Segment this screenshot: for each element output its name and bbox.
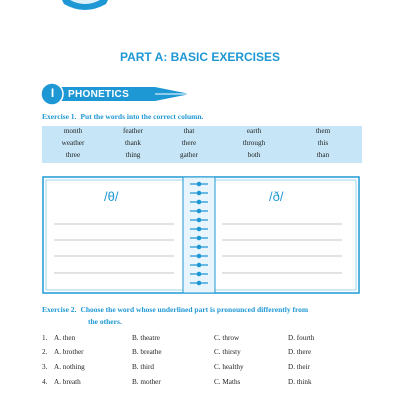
choice-a: A. nothing <box>54 363 85 371</box>
choice-a: A. breath <box>54 378 81 386</box>
table-word: that <box>183 127 195 135</box>
exercise2-title <box>42 305 362 314</box>
word-table <box>42 126 362 163</box>
section-label: PHONETICS <box>68 89 130 100</box>
choice-d: D. their <box>288 363 310 371</box>
section-number: I <box>50 86 55 100</box>
exercise1-label: Exercise 1. <box>42 112 77 121</box>
exercise1-title <box>42 112 203 121</box>
choice-c: C. throw <box>214 334 240 342</box>
choice-c: C. healthy <box>214 363 244 371</box>
table-word: thing <box>125 151 141 159</box>
left-column-symbol: /θ/ <box>104 189 119 204</box>
choice-c: C. thirsty <box>214 348 241 356</box>
choice-a: A. brother <box>54 348 84 356</box>
exercise2-instruction-line1: Choose the word whose underlined part is pronounced differently from <box>80 305 309 314</box>
table-word: this <box>317 139 329 147</box>
item-number: 2. <box>42 348 48 356</box>
table-word: them <box>315 127 331 135</box>
choice-d: D. there <box>288 348 312 356</box>
exercise2-instruction-line2: the others. <box>88 317 122 326</box>
exercise2-items <box>42 334 372 394</box>
table-word: through <box>242 139 266 147</box>
item-number: 1. <box>42 334 48 342</box>
choice-b: B. breathe <box>132 348 162 356</box>
table-word: month <box>63 127 83 135</box>
item-number: 3. <box>42 363 48 371</box>
table-word: earth <box>246 127 262 135</box>
item-number: 4. <box>42 378 48 386</box>
table-word: gather <box>180 151 198 159</box>
choice-a: A. then <box>54 334 76 342</box>
choice-b: B. theatre <box>132 334 160 342</box>
shield-logo-icon <box>60 0 110 12</box>
exercise1-instruction: Put the words into the correct column. <box>80 112 204 121</box>
choice-c: C. Maths <box>214 378 241 386</box>
choice-b: B. third <box>132 363 154 371</box>
table-word: than <box>316 151 330 159</box>
table-word: feather <box>123 127 143 135</box>
right-column-symbol: /ð/ <box>269 189 284 204</box>
part-title: PART A: BASIC EXERCISES <box>119 50 281 64</box>
table-word: weather <box>61 139 85 147</box>
table-word: there <box>181 139 197 147</box>
choice-d: D. think <box>288 378 312 386</box>
notebook-columns <box>42 176 360 294</box>
table-word: both <box>247 151 261 159</box>
choice-b: B. mother <box>132 378 161 386</box>
table-word: three <box>65 151 81 159</box>
table-word: thank <box>125 139 141 147</box>
exercise2-label: Exercise 2. <box>42 305 77 314</box>
choice-d: D. fourth <box>288 334 315 342</box>
